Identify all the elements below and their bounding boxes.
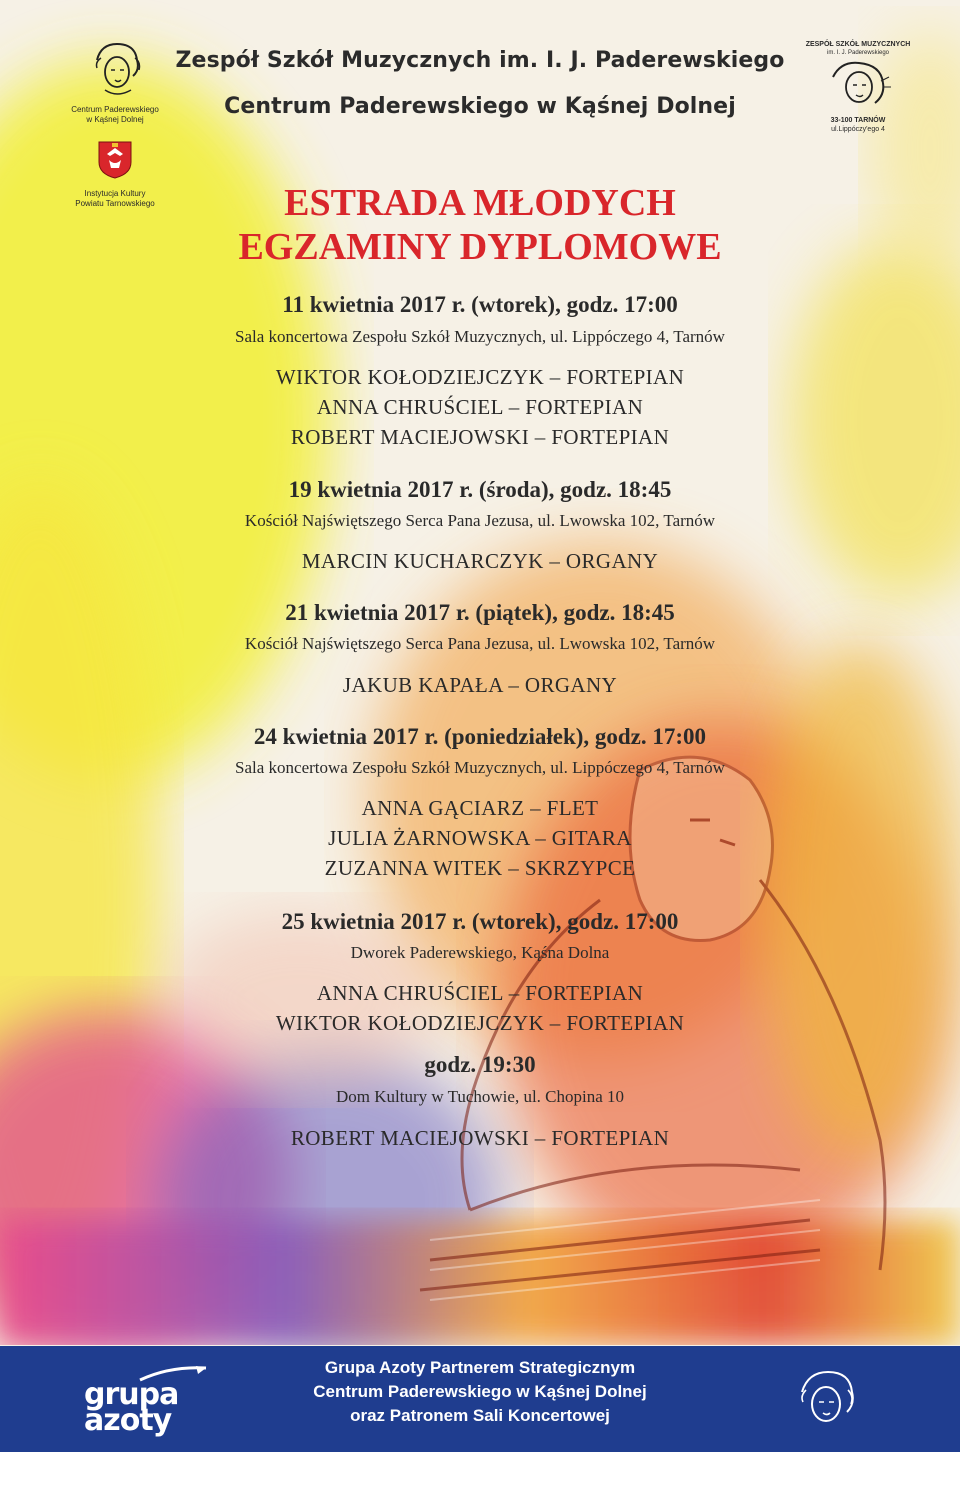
event-1-performer-1: WIKTOR KOŁODZIEJCZYK – FORTEPIAN (275, 365, 685, 389)
title-line-1: ESTRADA MŁODYCH (284, 182, 676, 224)
swoosh-icon (138, 1366, 208, 1382)
event-5-date: 25 kwietnia 2017 r. (wtorek), godz. 17:00 (281, 909, 679, 934)
sponsor-line-2: Centrum Paderewskiego w Kąśnej Dolnej (313, 1382, 647, 1401)
sponsor-footer (0, 1346, 960, 1500)
event-2-performer-1: MARCIN KUCHARCZYK – ORGANY (301, 549, 659, 573)
event-2-venue: Kościół Najświętszego Serca Pana Jezusa, ul. Lwowska 102, Tarnów (244, 511, 716, 530)
event-5-venue: Dworek Paderewskiego, Kąśna Dolna (350, 943, 610, 962)
event-4-performer-2: JULIA ŻARNOWSKA – GITARA (328, 826, 632, 850)
coat-of-arms-icon (97, 140, 133, 180)
event-5-performer-1: ANNA CHRUŚCIEL – FORTEPIAN (316, 981, 644, 1005)
event-6-venue: Dom Kultury w Tuchowie, ul. Chopina 10 (335, 1087, 625, 1106)
event-1-venue: Sala koncertowa Zespołu Szkół Muzycznych, ul. Lippóczego 4, Tarnów (235, 327, 725, 346)
footer-band (0, 1346, 960, 1452)
zsm-logo-street: ul.Lippóczy'ego 4 (831, 126, 885, 133)
grupa-azoty-logo (84, 1377, 179, 1438)
event-3-performer-1: JAKUB KAPAŁA – ORGANY (342, 673, 618, 697)
event-1-performer-3: ROBERT MACIEJOWSKI – FORTEPIAN (290, 425, 670, 449)
event-3-date: 21 kwietnia 2017 r. (piątek), godz. 18:45 (285, 600, 675, 625)
event-4-venue: Sala koncertowa Zespołu Szkół Muzycznych, ul. Lippóczego 4, Tarnów (235, 758, 725, 777)
event-1-performer-2: ANNA CHRUŚCIEL – FORTEPIAN (316, 395, 644, 419)
zsm-logo-sub: im. I. J. Paderewskiego (826, 50, 890, 56)
event-1-date: 11 kwietnia 2017 r. (wtorek), godz. 17:00 (282, 292, 678, 317)
event-6-date: godz. 19:30 (424, 1052, 536, 1077)
brand-line-2: azoty (84, 1403, 172, 1438)
zsm-logo-city: 33-100 TARNÓW (830, 117, 886, 124)
title-line-2: EGZAMINY DYPLOMOWE (238, 226, 722, 268)
event-6-performer-1: ROBERT MACIEJOWSKI – FORTEPIAN (290, 1126, 670, 1150)
event-5-performer-2: WIKTOR KOŁODZIEJCZYK – FORTEPIAN (275, 1011, 685, 1035)
centrum-logo-caption-1: Centrum Paderewskiego (71, 105, 159, 114)
paderewski-portrait-white-icon (790, 1364, 860, 1434)
event-4-performer-3: ZUZANNA WITEK – SKRZYPCE (324, 856, 636, 880)
brand-line-1: grupa (84, 1377, 179, 1412)
org-line-2: Centrum Paderewskiego w Kąśnej Dolnej (224, 94, 736, 119)
event-2-date: 19 kwietnia 2017 r. (środa), godz. 18:45 (288, 477, 672, 502)
powiat-logo-caption-2: Powiatu Tarnowskiego (75, 199, 155, 208)
centrum-logo-caption-2: w Kąśnej Dolnej (86, 115, 144, 124)
event-4-performer-1: ANNA GĄCIARZ – FLET (361, 796, 599, 820)
event-3-venue: Kościół Najświętszego Serca Pana Jezusa, ul. Lwowska 102, Tarnów (244, 634, 716, 653)
event-4-date: 24 kwietnia 2017 r. (poniedziałek), godz. 17:00 (253, 724, 707, 749)
sponsor-line-3: oraz Patronem Sali Koncertowej (350, 1406, 610, 1425)
zsm-logo-name: ZESPÓŁ SZKÓŁ MUZYCZNYCH (805, 41, 911, 48)
sponsor-line-1: Grupa Azoty Partnerem Strategicznym (324, 1358, 636, 1377)
powiat-logo-caption-1: Instytucja Kultury (84, 189, 146, 198)
sponsor-text (250, 1356, 710, 1428)
org-line-1: Zespół Szkół Muzycznych im. I. J. Paderewskiego (175, 48, 785, 73)
